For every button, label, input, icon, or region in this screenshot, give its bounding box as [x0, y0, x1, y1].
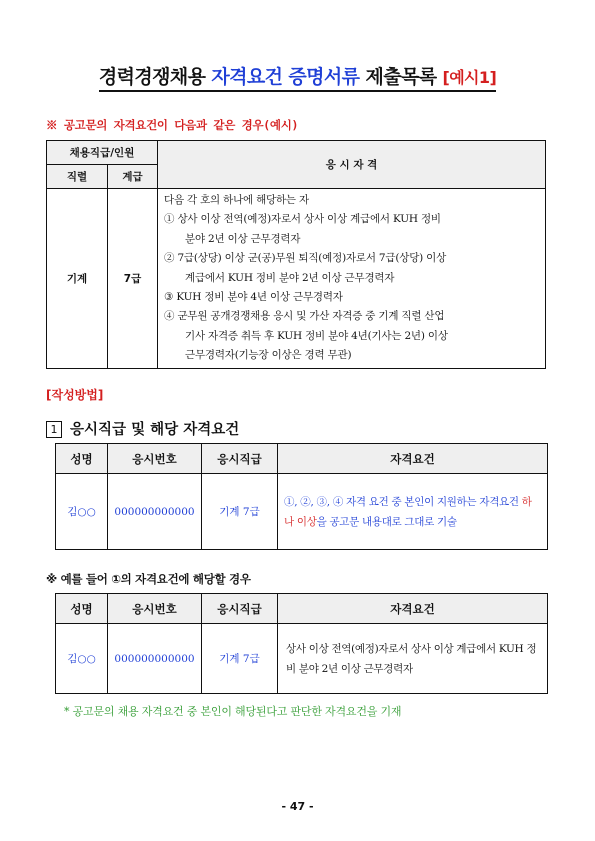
requirements-table — [46, 140, 546, 369]
req-line: ② 7급(상당) 이상 군(공)무원 퇴직(예정)자로서 7급(상당) 이상 — [164, 252, 447, 265]
req-line: 계급에서 KUH 정비 분야 2년 이상 근무경력자 — [185, 271, 395, 284]
grade-cell: 기계 7급 — [202, 624, 278, 694]
example-filled-table — [55, 593, 548, 694]
req-line: 다음 각 호의 하나에 해당하는 자 — [164, 194, 309, 206]
example-heading: ※ 예를 들어 ①의 자격요건에 해당할 경우 — [46, 572, 251, 586]
header-series: 직렬 — [47, 165, 108, 189]
header-grade: 계급 — [108, 165, 158, 189]
method-label: [작성방법] — [46, 388, 104, 402]
requirement-text-highlight: 하나 이상 — [284, 495, 532, 528]
header-requirements: 응 시 자 격 — [158, 141, 546, 189]
title-part-2: 자격요건 증명서류 — [211, 66, 360, 88]
title-part-3: 제출목록 — [359, 66, 443, 88]
requirement-text-a: ①, ②, ③, ④ 자격 요건 중 본인이 지원하는 자격요건 — [284, 495, 522, 508]
requirement-text-c: 을 공고문 내용대로 그대로 기술 — [316, 515, 457, 528]
notice-text: ※ 공고문의 자격요건이 다음과 같은 경우(예시) — [46, 118, 299, 132]
header-job-count: 채용직급/인원 — [47, 141, 158, 165]
col-header-grade: 응시직급 — [202, 594, 278, 624]
exam-no-cell: 000000000000 — [108, 474, 202, 550]
footnote: * 공고문의 채용 자격요건 중 본인이 해당된다고 판단한 자격요건을 기재 — [64, 705, 402, 718]
req-line: 분야 2년 이상 근무경력자 — [185, 232, 301, 245]
section-heading — [46, 418, 239, 439]
col-header-name: 성명 — [56, 594, 108, 624]
page-number: - 47 - — [281, 800, 314, 813]
title-part-1: 경력경쟁채용 — [98, 66, 212, 88]
example-guide-table — [55, 443, 548, 550]
req-line: 근무경력자(기능장 이상은 경력 무관) — [185, 349, 352, 362]
requirement-cell: 상사 이상 전역(예정)자로서 상사 이상 계급에서 KUH 정비 분야 2년 이상 근무경력자 — [278, 624, 548, 694]
req-line: ③ KUH 정비 분야 4년 이상 근무경력자 — [164, 291, 343, 304]
section-number: 1 — [46, 421, 62, 438]
grade-cell: 기계 7급 — [202, 474, 278, 550]
name-cell: 김○○ — [56, 474, 108, 550]
req-line: ① 상사 이상 전역(예정)자로서 상사 이상 계급에서 KUH 정비 — [164, 213, 441, 226]
col-header-grade: 응시직급 — [202, 444, 278, 474]
title-part-4: [예시1] — [442, 68, 497, 87]
section-title: 응시직급 및 해당 자격요건 — [70, 422, 240, 438]
req-line: ④ 군무원 공개경쟁채용 응시 및 가산 자격증 중 기계 직렬 산업 — [164, 310, 445, 323]
grade-cell: 7급 — [108, 189, 158, 369]
page-title — [0, 62, 595, 92]
col-header-exam-no: 응시번호 — [108, 444, 202, 474]
series-cell: 기계 — [47, 189, 108, 369]
requirements-cell — [158, 189, 546, 369]
col-header-requirement: 자격요건 — [278, 444, 548, 474]
col-header-name: 성명 — [56, 444, 108, 474]
name-cell: 김○○ — [56, 624, 108, 694]
col-header-exam-no: 응시번호 — [108, 594, 202, 624]
col-header-requirement: 자격요건 — [278, 594, 548, 624]
exam-no-cell: 000000000000 — [108, 624, 202, 694]
req-line: 기사 자격증 취득 후 KUH 정비 분야 4년(기사는 2년) 이상 — [185, 329, 448, 342]
requirement-cell — [278, 474, 548, 550]
